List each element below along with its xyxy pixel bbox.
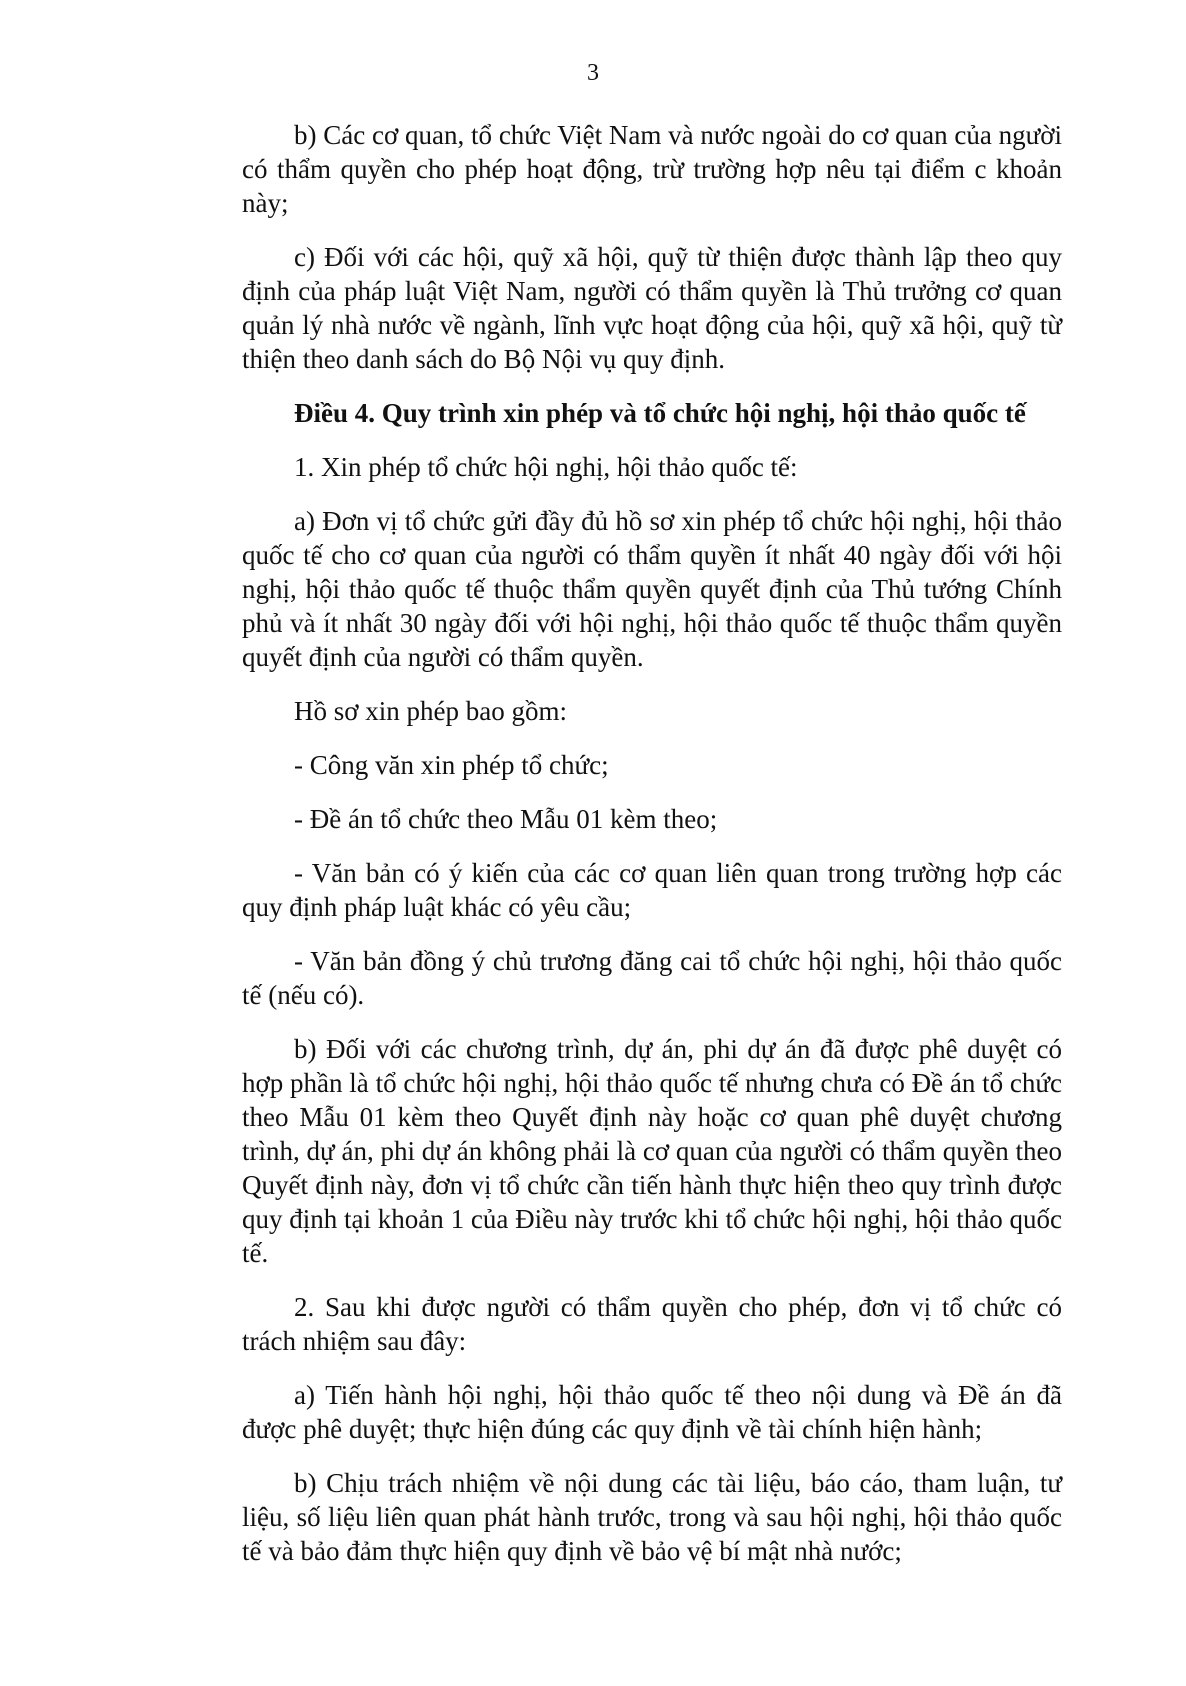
document-body [242,118,1062,1588]
page-number: 3 [587,60,599,86]
dossier-item-4: - Văn bản đồng ý chủ trương đăng cai tổ chức hội nghị, hội thảo quốc tế (nếu có). [242,946,1062,1010]
paragraph-4-1a: a) Đơn vị tổ chức gửi đầy đủ hồ sơ xin phép tổ chức hội nghị, hội thảo quốc tế cho cơ quan của người có thẩm quyền ít nhất 40 ngày đối với hội nghị, hội thảo quốc tế thuộc thẩm quyền quyết định của Thủ tướng Chính phủ và ít nhất 30 ngày đối với hội nghị, hội thảo quốc tế thuộc thẩm quyền quyết định của người có thẩm quyền. [242,506,1062,672]
paragraph-4-2a: a) Tiến hành hội nghị, hội thảo quốc tế theo nội dung và Đề án đã được phê duyệt; thực hiện đúng các quy định về tài chính hiện hành; [242,1380,1062,1444]
article-4-heading: Điều 4. Quy trình xin phép và tổ chức hội nghị, hội thảo quốc tế [294,398,1026,428]
paragraph-4-2b: b) Chịu trách nhiệm về nội dung các tài liệu, báo cáo, tham luận, tư liệu, số liệu liên quan phát hành trước, trong và sau hội nghị, hội thảo quốc tế và bảo đảm thực hiện quy định về bảo vệ bí mật nhà nước; [242,1468,1062,1566]
paragraph-4-1: 1. Xin phép tổ chức hội nghị, hội thảo quốc tế: [294,452,798,482]
paragraph-3b: b) Các cơ quan, tổ chức Việt Nam và nước ngoài do cơ quan của người có thẩm quyền cho phép hoạt động, trừ trường hợp nêu tại điểm c khoản này; [242,120,1062,218]
paragraph-3c: c) Đối với các hội, quỹ xã hội, quỹ từ thiện được thành lập theo quy định của pháp luật Việt Nam, người có thẩm quyền là Thủ trưởng cơ quan quản lý nhà nước về ngành, lĩnh vực hoạt động của hội, quỹ xã hội, quỹ từ thiện theo danh sách do Bộ Nội vụ quy định. [242,242,1062,374]
dossier-intro: Hồ sơ xin phép bao gồm: [294,696,568,726]
dossier-item-2: - Đề án tổ chức theo Mẫu 01 kèm theo; [294,804,718,834]
dossier-item-1: - Công văn xin phép tổ chức; [294,750,609,780]
paragraph-4-2: 2. Sau khi được người có thẩm quyền cho phép, đơn vị tổ chức có trách nhiệm sau đây: [242,1292,1062,1356]
paragraph-4-1b: b) Đối với các chương trình, dự án, phi dự án đã được phê duyệt có hợp phần là tổ chức hội nghị, hội thảo quốc tế nhưng chưa có Đề án tổ chức theo Mẫu 01 kèm theo Quyết định này hoặc cơ quan phê duyệt chương trình, dự án, phi dự án không phải là cơ quan của người có thẩm quyền theo Quyết định này, đơn vị tổ chức cần tiến hành thực hiện theo quy trình được quy định tại khoản 1 của Điều này trước khi tổ chức hội nghị, hội thảo quốc tế. [242,1034,1062,1268]
dossier-item-3: - Văn bản có ý kiến của các cơ quan liên quan trong trường hợp các quy định pháp luật khác có yêu cầu; [242,858,1062,922]
